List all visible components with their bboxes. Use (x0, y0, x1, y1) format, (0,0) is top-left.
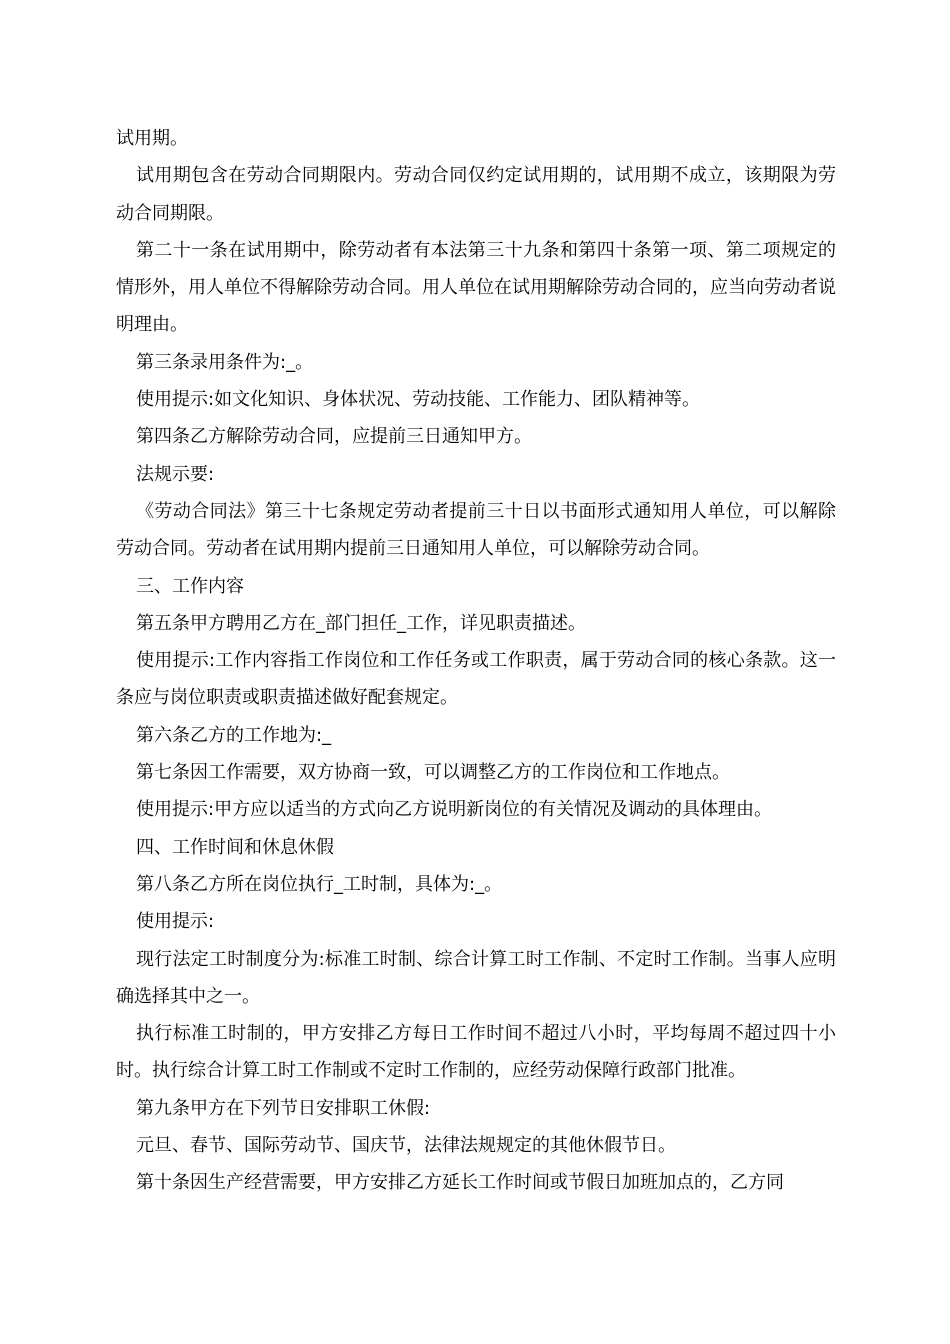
paragraph: 第九条甲方在下列节日安排职工休假: (136, 1097, 431, 1119)
paragraph: 第十条因生产经营需要，甲方安排乙方延长工作时间或节假日加班加点的，乙方同 (136, 1172, 784, 1194)
paragraph: 第七条因工作需要，双方协商一致，可以调整乙方的工作岗位和工作地点。 (136, 762, 730, 784)
paragraph: 第五条甲方聘用乙方在_部门担任_工作，详见职责描述。 (136, 612, 586, 634)
paragraph: 第二十一条在试用期中，除劳动者有本法第三十九条和第四十条第一项、第二项规定的情形外，用人单位不得解除劳动合同。用人单位在试用期解除劳动合同的，应当向劳动者说明理由。 (116, 239, 836, 336)
paragraph: 现行法定工时制度分为:标准工时制、综合计算工时工作制、不定时工作制。当事人应明确选择其中之一。 (116, 948, 836, 1007)
section-heading: 三、工作内容 (136, 575, 244, 597)
document-page (116, 120, 836, 1202)
paragraph: 执行标准工时制的，甲方安排乙方每日工作时间不超过八小时，平均每周不超过四十小时。执行综合计算工时工作制或不定时工作制的，应经劳动保障行政部门批准。 (116, 1023, 836, 1082)
paragraph: 《劳动合同法》第三十七条规定劳动者提前三十日以书面形式通知用人单位，可以解除劳动合同。劳动者在试用期内提前三日通知用人单位，可以解除劳动合同。 (116, 500, 836, 560)
paragraph: 第八条乙方所在岗位执行_工时制，具体为:_。 (136, 873, 503, 895)
paragraph: 使用提示:如文化知识、身体状况、劳动技能、工作能力、团队精神等。 (136, 389, 701, 411)
paragraph: 试用期包含在劳动合同期限内。劳动合同仅约定试用期的，试用期不成立，该期限为劳动合同期限。 (116, 165, 836, 224)
paragraph: 第三条录用条件为:_。 (136, 351, 314, 373)
paragraph: 元旦、春节、国际劳动节、国庆节，法律法规规定的其他休假节日。 (136, 1135, 676, 1157)
paragraph: 使用提示: (136, 911, 215, 933)
paragraph: 使用提示:甲方应以适当的方式向乙方说明新岗位的有关情况及调动的具体理由。 (136, 799, 773, 821)
paragraph: 第四条乙方解除劳动合同，应提前三日通知甲方。 (136, 426, 532, 448)
section-heading: 四、工作时间和休息休假 (136, 836, 334, 858)
paragraph: 第六条乙方的工作地为:_ (136, 724, 332, 746)
paragraph: 法规示要: (136, 463, 215, 485)
paragraph: 使用提示:工作内容指工作岗位和工作任务或工作职责，属于劳动合同的核心条款。这一条应与岗位职责或职责描述做好配套规定。 (116, 650, 836, 709)
paragraph: 试用期。 (116, 128, 188, 149)
